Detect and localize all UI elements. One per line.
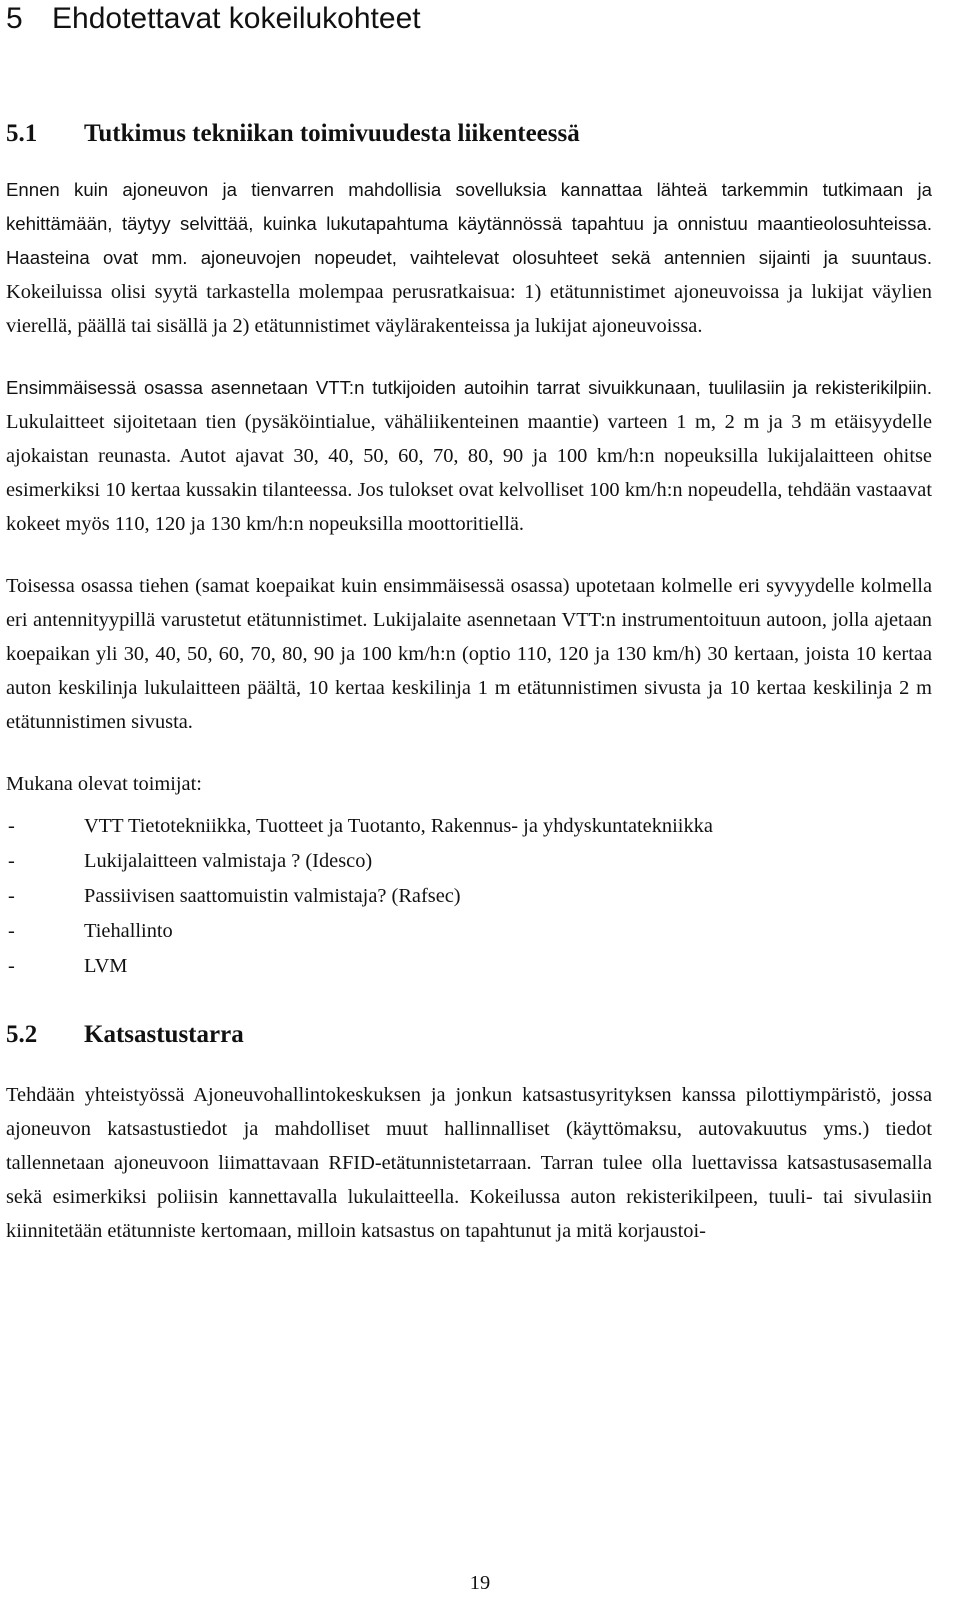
paragraph-1 bbox=[6, 173, 932, 343]
list-item-text: VTT Tietotekniikka, Tuotteet ja Tuotanto, Rakennus- ja yhdyskuntatekniikka bbox=[84, 815, 713, 837]
list-item bbox=[6, 879, 932, 914]
section-number: 5.1 bbox=[6, 120, 38, 147]
list-item-text: Tiehallinto bbox=[84, 920, 173, 942]
list-dash: - bbox=[8, 920, 15, 942]
paragraph-2-serif-text: Lukulaitteet sijoitetaan tien (pysäköintialue, vähäliikenteinen maantie) varteen 1 m, 2 m ja 3 m etäisyydelle ajokaistan reunasta. Autot ajavat 30, 40, 50, 60, 70, 80, 90 ja 100 km/h:n nopeuksilla lukijalaitteen ohitse esimerkiksi 10 kertaa kussakin tilanteessa. Jos tulokset ovat kelvolliset 100 km/h:n nopeudella, tehdään vastaavat kokeet myös 110, 120 ja 130 km/h:n nopeuksilla moottoritiellä. bbox=[6, 411, 932, 535]
section-title: Tutkimus tekniikan toimivuudesta liikenteessä bbox=[84, 120, 580, 147]
list-dash: - bbox=[8, 850, 15, 872]
list-item-text: Passiivisen saattomuistin valmistaja? (Rafsec) bbox=[84, 885, 461, 907]
paragraph-1-sans-text: Ennen kuin ajoneuvon ja tienvarren mahdollisia sovelluksia kannattaa lähteä tarkemmin tutkimaan ja kehittämään, täytyy selvittää, kuinka lukutapahtuma käytännössä tapahtuu ja onnistuu maantieolosuhteissa. Haasteina ovat mm. ajoneuvojen nopeudet, vaihtelevat olosuhteet sekä antennien sijainti ja suuntaus. bbox=[6, 179, 932, 268]
list-item bbox=[6, 949, 932, 984]
chapter-number: 5 bbox=[6, 2, 23, 35]
paragraph-3: Toisessa osassa tiehen (samat koepaikat kuin ensimmäisessä osassa) upotetaan kolmelle eri syvyydelle kolmella eri antennityypillä varustetut etätunnistimet. Lukijalaite asennetaan VTT:n instrumentoituun autoon, jolla ajetaan koepaikan yli 30, 40, 50, 60, 70, 80, 90 ja 100 km/h:n (optio 110, 120 ja 130 km/h) 30 kertaan, joista 10 kertaa auton keskilinja lukulaitteen päältä, 10 kertaa keskilinja 1 m etätunnistimen sivusta ja 10 kertaa keskilinja 2 m etätunnistimen sivusta. bbox=[6, 575, 932, 733]
list-dash: - bbox=[8, 885, 15, 907]
paragraph-2-sans-text: Ensimmäisessä osassa asennetaan VTT:n tutkijoiden autoihin tarrat sivuikkunaan, tuulilasiin ja rekisterikilpiin. bbox=[6, 377, 932, 398]
section-heading-5-2 bbox=[6, 1020, 932, 1050]
chapter-heading bbox=[6, 0, 932, 42]
list-item bbox=[6, 809, 932, 844]
paragraph-1-serif-text: Kokeiluissa olisi syytä tarkastella molempaa perusratkaisua: 1) etätunnistimet ajoneuvoissa ja lukijat väylien vierellä, päällä tai sisällä ja 2) etätunnistimet väylärakenteissa ja lukijat ajoneuvoissa. bbox=[6, 281, 932, 337]
list-item-text: Lukijalaitteen valmistaja ? (Idesco) bbox=[84, 850, 373, 872]
list-item-text: LVM bbox=[84, 955, 128, 977]
actors-intro: Mukana olevat toimijat: bbox=[6, 773, 202, 795]
section-title: Katsastustarra bbox=[84, 1021, 244, 1048]
paragraph-2 bbox=[6, 371, 932, 541]
list-item bbox=[6, 844, 932, 879]
paragraph-4: Tehdään yhteistyössä Ajoneuvohallintokeskuksen ja jonkun katsastusyrityksen kanssa pilottiympäristö, jossa ajoneuvon katsastustiedot ja mahdolliset muut hallinnalliset (käyttömaksu, autovakuutus yms.) tiedot tallennetaan ajoneuvoon liimattavaan RFID-etätunnistetarraan. Tarran tulee olla luettavissa katsastusasemalla sekä esimerkiksi poliisin kannettavalla lukulaitteella. Kokeilussa auton rekisterikilpeen, tuuli- tai sivulasiin kiinnitetään etätunniste kertomaan, milloin katsastus on tapahtunut ja mitä korjaustoi- bbox=[6, 1084, 932, 1242]
page-number: 19 bbox=[469, 1572, 491, 1594]
document-page bbox=[6, 0, 932, 1248]
list-dash: - bbox=[8, 815, 15, 837]
chapter-title: Ehdotettavat kokeilukohteet bbox=[52, 2, 421, 35]
section-number: 5.2 bbox=[6, 1021, 38, 1048]
actors-list bbox=[6, 809, 932, 984]
list-item bbox=[6, 914, 932, 949]
section-heading-5-1 bbox=[6, 119, 932, 149]
list-dash: - bbox=[8, 955, 15, 977]
